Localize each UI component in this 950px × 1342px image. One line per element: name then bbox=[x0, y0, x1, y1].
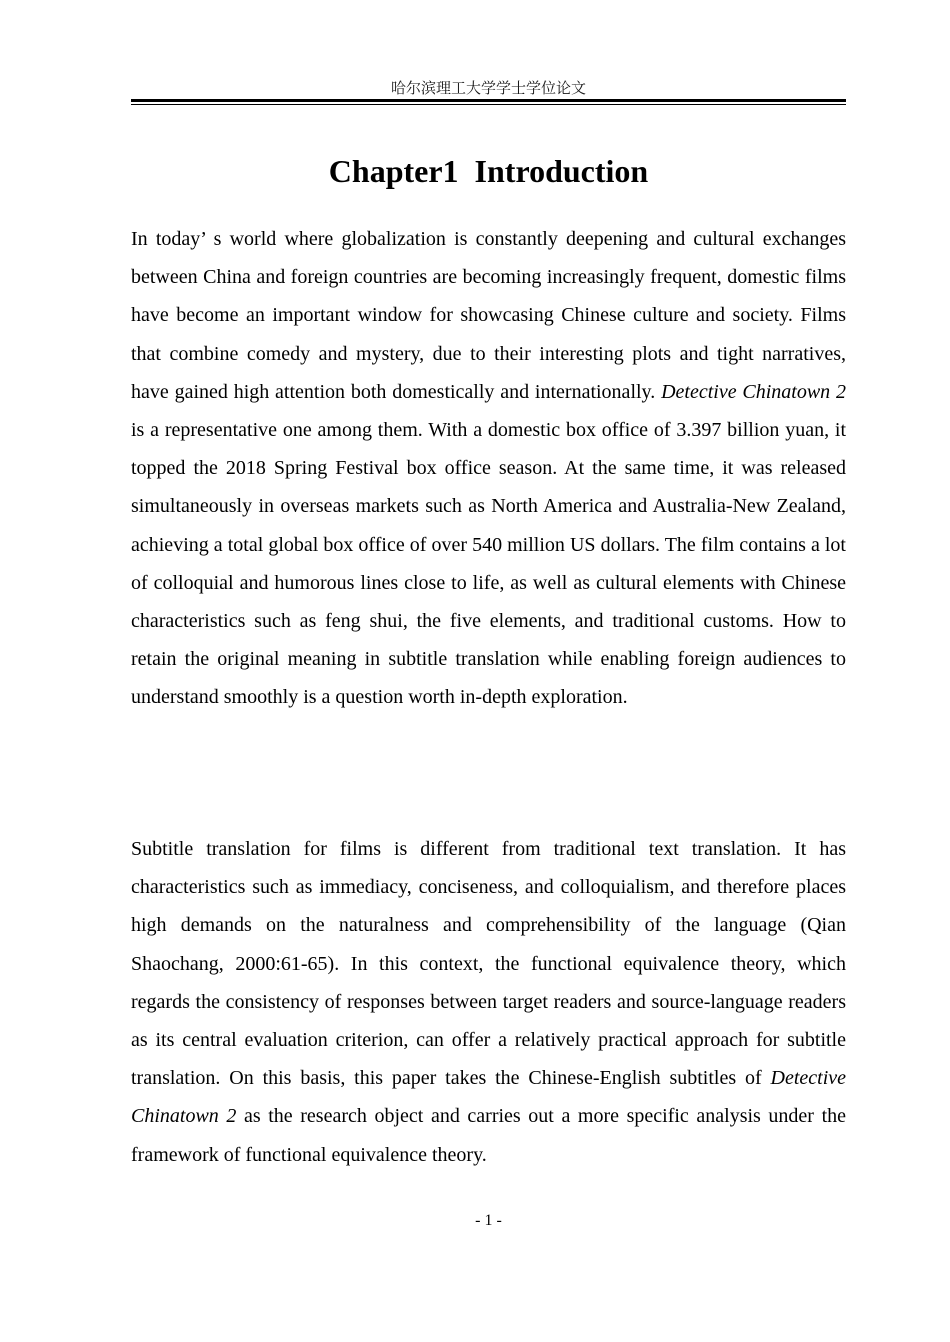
paragraph-1-text-a: In today’ s world where globalization is constantly deepening and cultural exchanges between China and foreign countries are becoming increasingly frequent, domestic films have become an important window for showcasing Chinese culture and society. Films that combine comedy and mystery, due to their interesting plots and tight narratives, have gained high attention both domestically and internationally. bbox=[131, 228, 846, 403]
body-paragraph-2 bbox=[131, 830, 846, 1174]
paragraph-2-text-b: as the research object and carries out a more specific analysis under the framework of functional equivalence theory. bbox=[131, 1105, 846, 1166]
body-paragraph-1 bbox=[131, 220, 846, 717]
paragraph-1-text-b: is a representative one among them. With a domestic box office of 3.397 billion yuan, it topped the 2018 Spring Festival box office season. At the same time, it was released simultaneously in overseas markets such as North America and Australia-New Zealand, achieving a total global box office of over 540 million US dollars. The film contains a lot of colloquial and humorous lines close to life, as well as cultural elements with Chinese characteristics such as feng shui, the five elements, and traditional customs. How to retain the original meaning in subtitle translation while enabling foreign audiences to understand smoothly is a question worth in-depth exploration. bbox=[131, 419, 846, 709]
running-header: 哈尔滨理工大学学士学位论文 bbox=[390, 79, 586, 97]
film-title-italic: Detective Chinatown 2 bbox=[661, 380, 846, 403]
paragraph-2-text-a: Subtitle translation for films is different from traditional text translation. It has characteristics such as immediacy, conciseness, and colloquialism, and therefore places high demands on the naturalness and comprehensibility of the language (Qian Shaochang, 2000:61-65). In this context, the functional equivalence theory, which regards the consistency of responses between target readers and source-language readers as its central evaluation criterion, can offer a relatively practical approach for subtitle translation. On this basis, this paper takes the Chinese-English subtitles of bbox=[131, 838, 846, 1090]
header-double-rule bbox=[131, 99, 846, 106]
header-rule-thin bbox=[131, 104, 846, 105]
page-number: - 1 - bbox=[475, 1212, 502, 1229]
film-title-italic: Detective Chinatown 2 bbox=[131, 1067, 846, 1128]
chapter-title: Chapter1 Introduction bbox=[328, 153, 649, 190]
header-rule-thick bbox=[131, 99, 846, 102]
